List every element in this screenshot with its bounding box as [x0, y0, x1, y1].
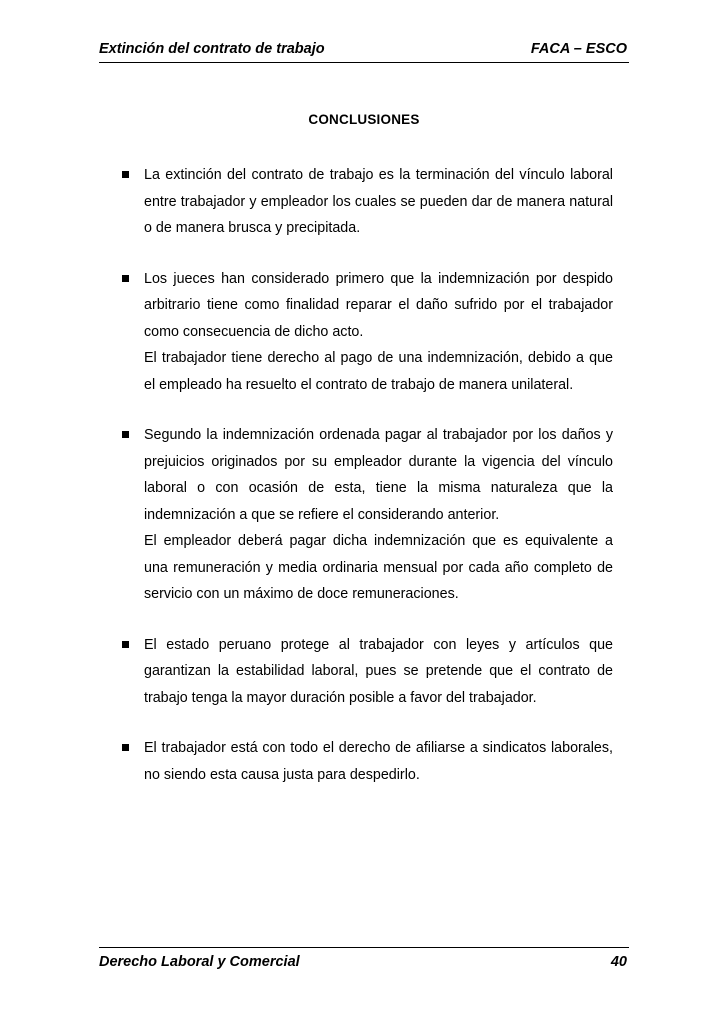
footer-course-title: Derecho Laboral y Comercial	[99, 954, 300, 970]
bullet-paragraph: El trabajador está con todo el derecho de afiliarse a sindicatos laborales, no siendo esta causa justa para despedirlo.	[144, 740, 613, 783]
page-footer	[99, 947, 629, 976]
square-bullet-icon	[122, 431, 129, 438]
bullet-paragraph: Los jueces han considerado primero que la indemnización por despido arbitrario tiene como finalidad reparar el daño sufrido por el trabajador como consecuencia de dicho acto.	[144, 270, 613, 340]
bullet-paragraph: El estado peruano protege al trabajador con leyes y artículos que garantizan la estabilidad laboral, pues se pretende que el contrato de trabajo tenga la mayor duración posible a favor del trabajador.	[144, 636, 613, 706]
page-number: 40	[610, 954, 627, 970]
square-bullet-icon	[122, 171, 129, 178]
square-bullet-icon	[122, 275, 129, 282]
header-document-title: Extinción del contrato de trabajo	[99, 41, 325, 57]
bullet-paragraph: Segundo la indemnización ordenada pagar al trabajador por los daños y prejuicios originados por su empleador durante la vigencia del vínculo laboral o con ocasión de esta, tiene la misma naturaleza que la indemnización a que se refiere el considerando anterior.	[144, 427, 613, 523]
square-bullet-icon	[122, 641, 129, 648]
bullet-item	[118, 632, 613, 712]
header-course-code: FACA – ESCO	[530, 41, 627, 57]
bullet-item	[118, 162, 613, 242]
bullet-paragraph: La extinción del contrato de trabajo es la terminación del vínculo laboral entre trabajador y empleador los cuales se pueden dar de manera natural o de manera brusca y precipitada.	[144, 167, 613, 236]
conclusions-list	[118, 162, 613, 788]
bullet-paragraph: El trabajador tiene derecho al pago de una indemnización, debido a que el empleado ha resuelto el contrato de trabajo de manera unilateral.	[144, 350, 613, 393]
bullet-item	[118, 735, 613, 788]
square-bullet-icon	[122, 744, 129, 751]
page-header	[99, 38, 629, 63]
bullet-paragraph: El empleador deberá pagar dicha indemnización que es equivalente a una remuneración y media ordinaria mensual por cada año completo de servicio con un máximo de doce remuneraciones.	[144, 533, 613, 602]
bullet-item	[118, 266, 613, 399]
bullet-item	[118, 422, 613, 608]
section-title: CONCLUSIONES	[308, 112, 420, 127]
